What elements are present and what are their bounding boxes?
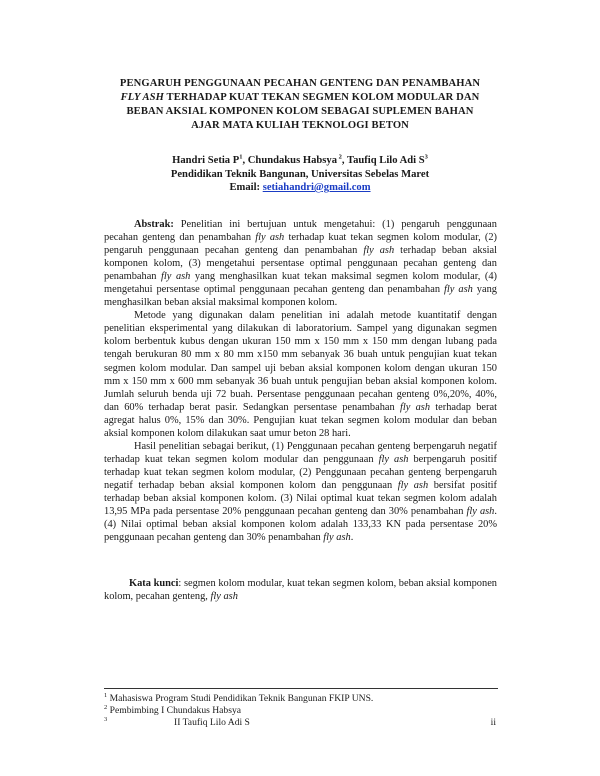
affiliation: Pendidikan Teknik Bangunan, Universitas Sebelas Maret <box>170 168 430 180</box>
abstract-text: . <box>350 532 354 544</box>
abstract-text: terhadap beban aksial komponen kolom, (3) mengetahui persentase optimal penggunaan pecahan genteng dan penambahan <box>104 245 498 283</box>
footnote-2-text: Pembimbing I Chundakus Habsya <box>107 705 242 717</box>
author-separator: , <box>242 155 248 166</box>
title-line-3: BEBAN AKSIAL KOMPONEN KOLOM SEBAGAI SUPLEMEN BAHAN <box>126 106 474 117</box>
abstract-text: terhadap berat agregat halus 0%, 15% dan 30%. Pengujian kuat tekan segmen kolom modular dan beban aksial komponen kolom dilakukan saat umur beton 28 hari. <box>104 401 497 439</box>
footnote-1-marker: 1 <box>104 691 108 699</box>
keywords-text: : segmen kolom modular, kuat tekan segmen kolom, beban aksial komponen kolom, pecahan genteng, <box>104 578 497 603</box>
fly-ash-term: fly ash <box>378 453 409 465</box>
title-line-2-rest: TERHADAP KUAT TEKAN SEGMEN KOLOM MODULAR DAN <box>164 92 480 103</box>
abstract-text: Metode yang digunakan dalam penelitian ini adalah metode kuantitatif dengan penelitian eksperimental yang dilakukan di laboratorium. Sampel yang digunakan segmen kolom berbentuk kubus dengan ukuran 150 mm x 150 mm x 150 mm dengan lubang pada tengah berukuran 80 mm x 80 mm x150 mm sebanyak 36 buah untuk pengujian kuat tekan segmen kolom modular. Dan sampel uji beban aksial komponen kolom dengan ukuran 150 mm x 150 mm x 600 mm sebanyak 36 buah untuk pengujian beban aksial komponen kolom. Jumlah seluruh benda uji 72 buah. Persentase penggunaan pecahan genteng 0%,20%, 40%, dan 60% terhadap berat pasir. Sedangkan persentase penambahan <box>104 310 497 413</box>
author-1-marker: 1 <box>239 153 243 161</box>
fly-ash-term: fly ash <box>161 271 191 283</box>
abstract-text: terhadap kuat tekan segmen kolom modular, (2) pengaruh penggunaan pecahan genteng dan penambahan <box>104 232 498 257</box>
title-line-2 <box>100 91 500 105</box>
keywords-paragraph <box>104 577 497 603</box>
author-names <box>100 154 500 168</box>
footnote-1-text: Mahasiswa Program Studi Pendidikan Teknik Bangunan FKIP UNS. <box>107 693 374 704</box>
author-2: Chundakus Habsya <box>247 155 337 166</box>
author-separator: , <box>341 155 347 166</box>
abstract-text: yang menghasilkan kuat tekan maksimal segmen kolom modular, (4) mengetahui persentase optimal penggunaan pecahan genteng dan penambahan <box>104 271 497 296</box>
author-2-marker: 2 <box>337 153 342 161</box>
title-line-1: PENGARUH PENGGUNAAN PECAHAN GENTENG DAN PENAMBAHAN <box>119 78 481 89</box>
footnote-3-text: II Taufiq Lilo Adi S <box>174 717 250 729</box>
abstract-paragraph-2 <box>104 309 497 439</box>
title-fly-ash: FLY ASH <box>120 92 164 103</box>
page-number: ii <box>490 717 496 729</box>
email-link[interactable]: setiahandri@gmail.com <box>262 182 371 193</box>
footnote-1 <box>104 693 498 705</box>
fly-ash-term: fly ash <box>399 401 431 413</box>
title-line-4: AJAR MATA KULIAH TEKNOLOGI BETON <box>191 120 409 131</box>
footnote-2 <box>104 705 498 717</box>
footnote-3-marker: 3 <box>104 716 108 724</box>
author-3: Taufiq Lilo Adi S <box>346 155 425 166</box>
fly-ash-term: fly ash <box>255 232 285 244</box>
footnotes <box>104 693 498 730</box>
abstract-section <box>104 218 497 544</box>
paper-title <box>100 77 500 133</box>
email-line <box>100 181 500 195</box>
footnote-3 <box>104 717 498 729</box>
keywords-section <box>104 577 497 603</box>
abstract-paragraph-3 <box>104 440 497 544</box>
fly-ash-term: fly ash <box>363 245 395 257</box>
abstract-text: berpengaruh positif terhadap kuat tekan segmen kolom modular, (2) Penggunaan pecahan genteng berpengaruh negatif terhadap beban aksial komponen kolom dan penggunaan <box>104 453 497 491</box>
author-1: Handri Setia P <box>172 155 240 166</box>
abstract-text: yang menghasilkan beban aksial maksimal komponen kolom. <box>104 284 497 309</box>
keywords-label: Kata kunci <box>129 578 179 589</box>
abstract-text: Hasil penelitian sebagai berikut, (1) Penggunaan pecahan genteng berpengaruh negatif terhadap kuat tekan segmen kolom modular dan penggunaan <box>104 440 497 465</box>
abstract-label: Abstrak: <box>134 219 174 230</box>
abstract-text: bersifat positif terhadap beban aksial komponen kolom. (3) Nilai optimal kuat tekan segmen kolom adalah 13,95 MPa pada persentase 20% penggunaan pecahan genteng dan 30% penambahan <box>104 479 497 518</box>
fly-ash-term: fly ash <box>397 479 429 491</box>
email-label: Email: <box>229 182 263 193</box>
abstract-text: . (4) Nilai optimal beban aksial komponen kolom adalah 133,33 KN pada persentase 20% penggunaan pecahan genteng dan 30% penambahan <box>104 506 497 544</box>
author-block <box>100 154 500 195</box>
keywords-fly-ash: fly ash <box>210 591 238 603</box>
fly-ash-term: fly ash <box>444 284 473 296</box>
abstract-paragraph-1 <box>104 218 497 309</box>
fly-ash-term: fly ash <box>466 506 495 518</box>
author-3-marker: 3 <box>424 153 428 161</box>
footnote-2-marker: 2 <box>104 704 108 712</box>
fly-ash-term: fly ash <box>323 532 351 544</box>
footnote-divider <box>104 688 498 689</box>
abstract-text: Penelitian ini bertujuan untuk mengetahui: (1) pengaruh penggunaan pecahan genteng dan penambahan <box>104 219 497 244</box>
